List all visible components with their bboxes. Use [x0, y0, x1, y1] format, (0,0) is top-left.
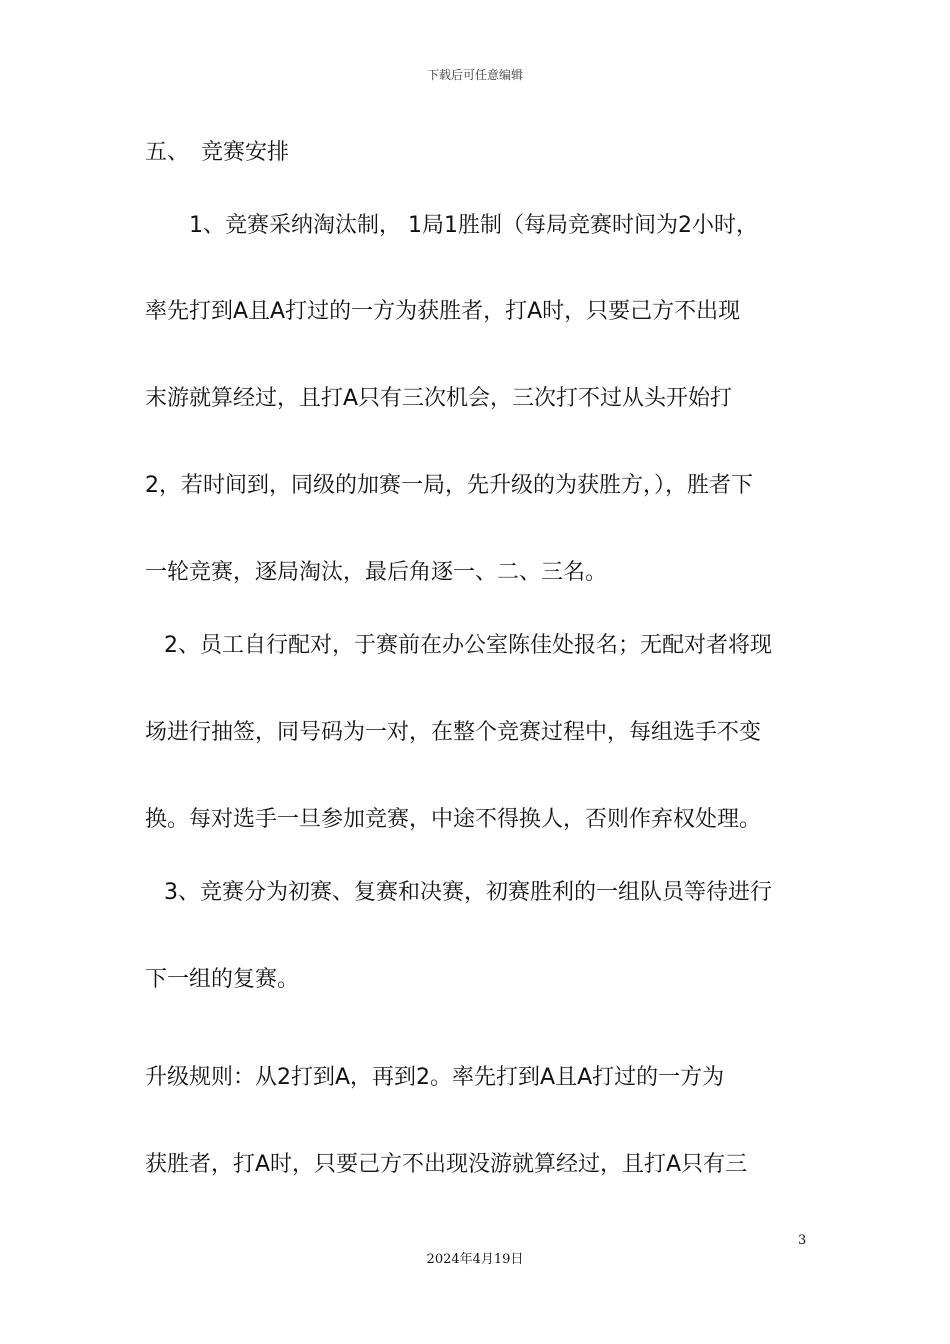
- text-line: 3、竞赛分为初赛、复赛和决赛，初赛胜利的一组队员等待进行: [164, 880, 772, 905]
- section-number: 五、: [145, 140, 190, 165]
- footer-date: 2024年4月19日: [426, 1252, 524, 1267]
- text-line: 1、竞赛采纳淘汰制， 1局1胜制（每局竞赛时间为2小时，: [189, 213, 758, 238]
- text-line: 升级规则：从2打到A，再到2。率先打到A且A打过的一方为: [145, 1065, 725, 1090]
- text-line: 换。每对选手一旦参加竞赛，中途不得换人，否则作弃权处理。: [145, 807, 762, 832]
- text-line: 一轮竞赛，逐局淘汰，最后角逐一、二、三名。: [145, 560, 608, 585]
- text-line: 率先打到A且A打过的一方为获胜者，打A时，只要己方不出现: [145, 299, 741, 324]
- text-line: 场进行抽签，同号码为一对，在整个竞赛过程中，每组选手不变: [145, 720, 762, 745]
- section-heading: [145, 138, 289, 168]
- text-line: 2，若时间到，同级的加赛一局，先升级的为获胜方，），胜者下: [145, 473, 753, 498]
- text-line: 末游就算经过，且打A只有三次机会，三次打不过从头开始打: [145, 386, 733, 411]
- section-title: 竞赛安排: [201, 140, 290, 165]
- text-line: 获胜者，打A时，只要己方不出现没游就算经过，且打A只有三: [145, 1152, 748, 1177]
- page-number: 3: [798, 1233, 807, 1248]
- text-line: 2、员工自行配对，于赛前在办公室陈佳处报名；无配对者将现: [164, 633, 772, 658]
- page-header: 下载后可任意编辑: [426, 68, 523, 82]
- text-line: 下一组的复赛。: [145, 967, 300, 992]
